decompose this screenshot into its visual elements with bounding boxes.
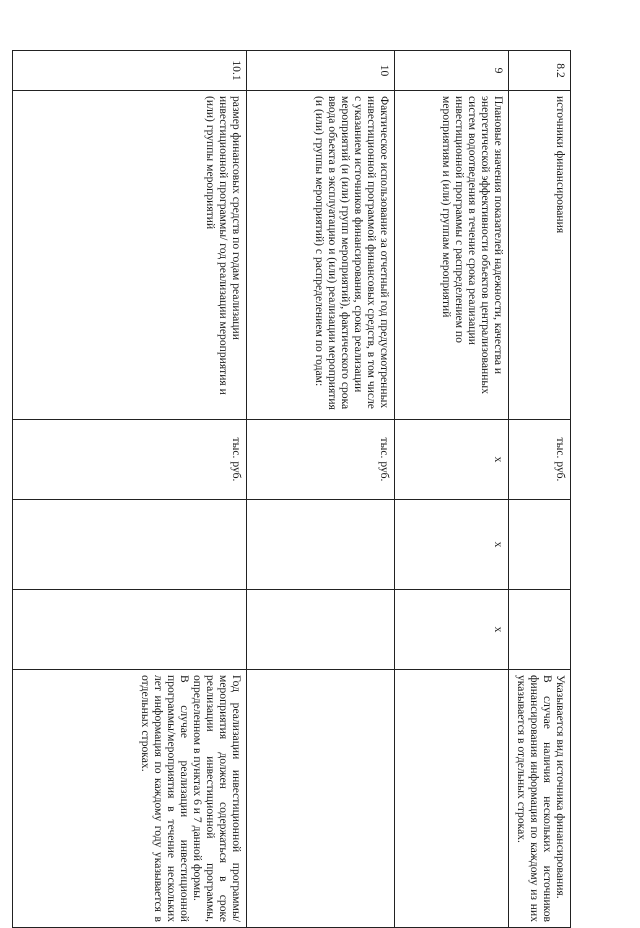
row-value-1 xyxy=(13,500,247,590)
row-number: 9 xyxy=(395,51,509,91)
row-value-2: х xyxy=(395,590,509,670)
row-unit: тыс. руб. xyxy=(247,420,395,500)
row-note xyxy=(509,670,571,928)
note-paragraph: В случае наличия нескольких источников финансирования информация по каждому из них указывается в отдельных строках. xyxy=(515,675,554,922)
row-name: источники финансирования xyxy=(509,91,571,420)
row-value-1 xyxy=(509,500,571,590)
row-note xyxy=(247,670,395,928)
table-row xyxy=(509,51,571,928)
row-number: 10 xyxy=(247,51,395,91)
row-name: Плановые значения показателей надежности, качества и энергетической эффективности объектов централизованных систем водоотведения в течение срока реализации инвестиционной программы с распределением по мероприятиям и (или) группам мероприятий xyxy=(395,91,509,420)
row-number: 8.2 xyxy=(509,51,571,91)
row-value-2 xyxy=(13,590,247,670)
table-row xyxy=(247,51,395,928)
row-value-2 xyxy=(247,590,395,670)
row-name: размер финансовых средств по годам реализации инвестиционной программы/ год реализации мероприятия и (или) группы мероприятий xyxy=(13,91,247,420)
note-paragraph: В случае реализации инвестиционной программы/мероприятия в течение нескольких лет информация по каждому году указывается в отдельных строках. xyxy=(139,675,191,922)
row-value-2 xyxy=(509,590,571,670)
data-table xyxy=(12,50,571,928)
row-unit: х xyxy=(395,420,509,500)
row-unit: тыс. руб. xyxy=(13,420,247,500)
row-unit: тыс. руб. xyxy=(509,420,571,500)
row-note xyxy=(13,670,247,928)
note-paragraph: Год реализации инвестиционной программы/мероприятия должен содержаться в сроке реализации инвестиционной программы, определенном в пунктах 6 и 7 данной формы. xyxy=(191,675,243,922)
row-value-1: х xyxy=(395,500,509,590)
table-row xyxy=(13,51,247,928)
row-note xyxy=(395,670,509,928)
row-value-1 xyxy=(247,500,395,590)
row-name: Фактическое использование за отчетный год предусмотренных инвестиционной программой финансовых средств, в том числе с указанием источников финансирования, срока реализации мероприятий (и (или) групп мероприятий), фактического срока ввода объекта в эксплуатацию и (или) реализации мероприятия (и (или) группы мероприятий) с распределением по годам: xyxy=(247,91,395,420)
row-number: 10.1 xyxy=(13,51,247,91)
document-sheet xyxy=(13,50,571,927)
note-paragraph: Указывается вид источника финансирования. xyxy=(554,675,567,899)
table-row xyxy=(395,51,509,928)
